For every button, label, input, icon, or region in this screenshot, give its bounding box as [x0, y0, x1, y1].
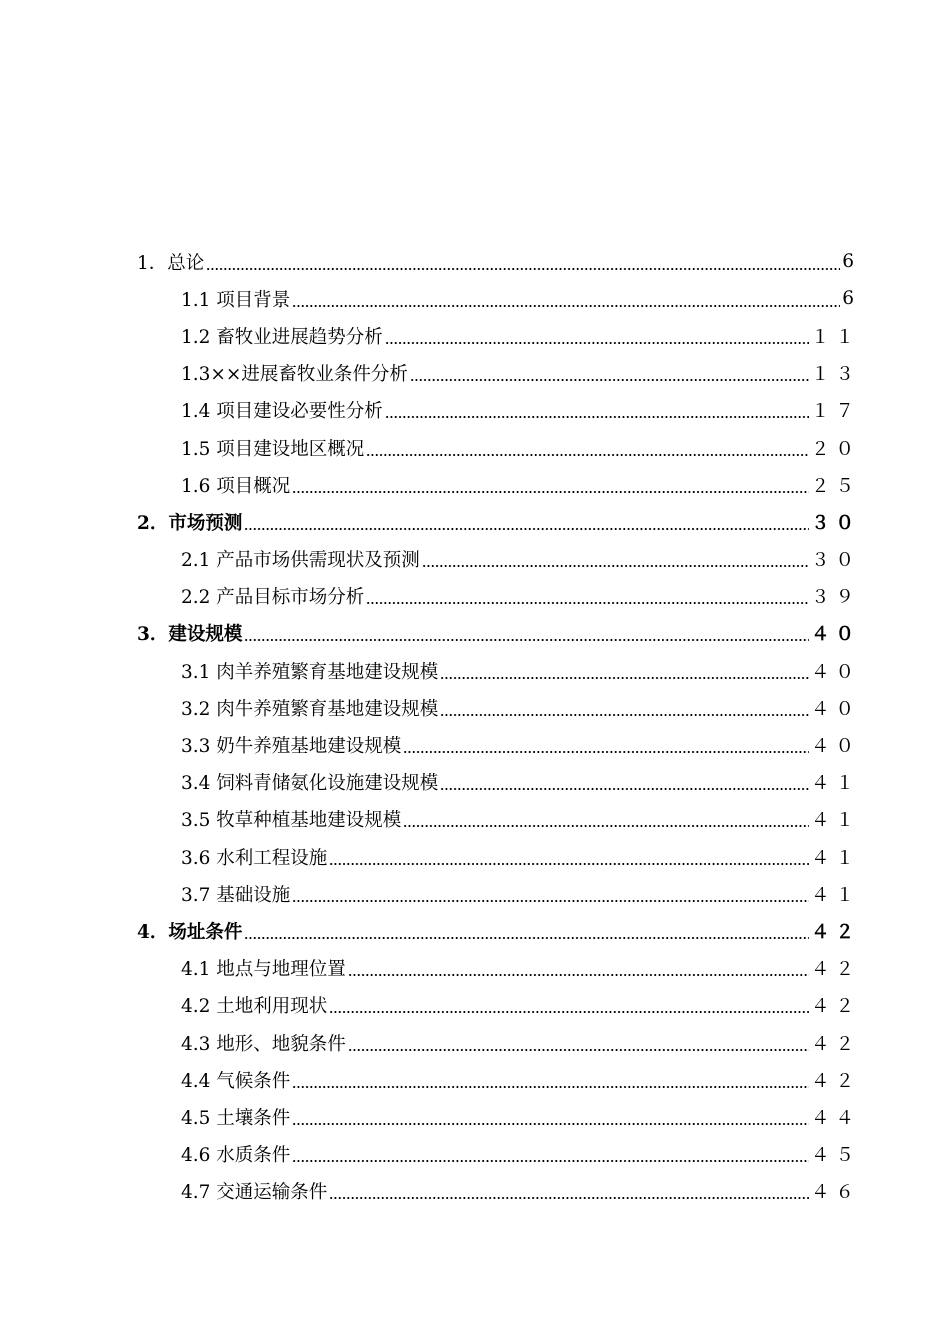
toc-entry-title: 1．总论 — [137, 252, 205, 274]
dot-leader — [440, 713, 809, 717]
dot-leader — [244, 936, 809, 940]
toc-page-number: ４１ — [810, 773, 860, 795]
dot-leader — [329, 1196, 809, 1200]
dot-leader — [329, 862, 809, 866]
toc-page-number: １７ — [810, 401, 860, 423]
toc-page-number: ４０ — [810, 736, 860, 758]
toc-section-entry[interactable] — [0, 764, 950, 801]
toc-chapter-entry[interactable] — [0, 615, 950, 652]
toc-entry-title: 4．场址条件 — [137, 921, 243, 943]
toc-section-entry[interactable] — [0, 280, 950, 317]
toc-section-entry[interactable] — [0, 1098, 950, 1135]
dot-leader — [385, 415, 809, 419]
toc-entry-title: 1.1 项目背景 — [181, 289, 291, 311]
toc-page-number: ４２ — [810, 1070, 860, 1092]
toc-entry-title: 3.2 肉牛养殖繁育基地建设规模 — [181, 698, 439, 720]
toc-page-number: 6 — [842, 251, 860, 273]
toc-section-entry[interactable] — [0, 1136, 950, 1173]
toc-section-entry[interactable] — [0, 987, 950, 1024]
dot-leader — [348, 1048, 809, 1052]
toc-page-number: ４４ — [810, 1107, 860, 1129]
toc-page-number: 6 — [842, 288, 860, 310]
toc-entry-title: 2．市场预测 — [137, 512, 243, 534]
toc-page-number: ４６ — [810, 1182, 860, 1204]
toc-section-entry[interactable] — [0, 1061, 950, 1098]
toc-entry-title: 4.1 地点与地理位置 — [181, 959, 346, 981]
dot-leader — [410, 378, 809, 382]
dot-leader — [348, 973, 809, 977]
dot-leader — [366, 601, 809, 605]
toc-page-number: ４２ — [810, 996, 860, 1018]
toc-entry-title: 1.3××进展畜牧业条件分析 — [181, 364, 408, 386]
dot-leader — [292, 490, 809, 494]
toc-page-number: ４２ — [810, 959, 860, 981]
toc-section-entry[interactable] — [0, 1173, 950, 1210]
dot-leader — [292, 304, 840, 308]
toc-entry-title: 3．建设规模 — [137, 624, 243, 646]
dot-leader — [244, 638, 809, 642]
dot-leader — [206, 267, 840, 271]
dot-leader — [403, 750, 809, 754]
toc-entry-title: 2.2 产品目标市场分析 — [181, 587, 365, 609]
toc-page-number: ４１ — [810, 810, 860, 832]
table-of-contents — [0, 243, 950, 1210]
toc-entry-title: 1.2 畜牧业进展趋势分析 — [181, 326, 383, 348]
toc-page-number: １１ — [810, 326, 860, 348]
toc-page-number: ４２ — [810, 1033, 860, 1055]
toc-page-number: ３０ — [810, 550, 860, 572]
toc-entry-title: 1.4 项目建设必要性分析 — [181, 401, 383, 423]
toc-entry-title: 3.4 饲料青储氨化设施建设规模 — [181, 773, 439, 795]
toc-entry-title: 4.4 气候条件 — [181, 1070, 291, 1092]
toc-section-entry[interactable] — [0, 652, 950, 689]
toc-entry-title: 3.7 基础设施 — [181, 884, 291, 906]
dot-leader — [422, 564, 809, 568]
toc-entry-title: 2.1 产品市场供需现状及预测 — [181, 550, 420, 572]
toc-section-entry[interactable] — [0, 950, 950, 987]
dot-leader — [440, 787, 809, 791]
toc-entry-title: 4.5 土壤条件 — [181, 1107, 291, 1129]
toc-section-entry[interactable] — [0, 1024, 950, 1061]
toc-section-entry[interactable] — [0, 541, 950, 578]
toc-page-number: １３ — [810, 364, 860, 386]
dot-leader — [292, 1085, 809, 1089]
dot-leader — [440, 676, 809, 680]
toc-page-number: ２５ — [810, 475, 860, 497]
toc-page-number: ４２ — [810, 921, 860, 943]
toc-entry-title: 3.3 奶牛养殖基地建设规模 — [181, 736, 402, 758]
toc-section-entry[interactable] — [0, 689, 950, 726]
toc-entry-title: 4.2 土地利用现状 — [181, 996, 328, 1018]
dot-leader — [403, 824, 809, 828]
toc-page-number: ４５ — [810, 1145, 860, 1167]
toc-page-number: ４０ — [810, 698, 860, 720]
toc-page-number: ４１ — [810, 884, 860, 906]
toc-section-entry[interactable] — [0, 355, 950, 392]
toc-entry-title: 3.1 肉羊养殖繁育基地建设规模 — [181, 661, 439, 683]
toc-page-number: ４０ — [810, 624, 860, 646]
toc-section-entry[interactable] — [0, 466, 950, 503]
toc-chapter-entry[interactable] — [0, 912, 950, 949]
toc-page-number: ３９ — [810, 587, 860, 609]
toc-entry-title: 3.6 水利工程设施 — [181, 847, 328, 869]
toc-entry-title: 3.5 牧草种植基地建设规模 — [181, 810, 402, 832]
toc-page-number: ２０ — [810, 438, 860, 460]
toc-entry-title: 1.6 项目概况 — [181, 475, 291, 497]
toc-chapter-entry[interactable] — [0, 243, 950, 280]
toc-section-entry[interactable] — [0, 838, 950, 875]
toc-section-entry[interactable] — [0, 726, 950, 763]
toc-section-entry[interactable] — [0, 875, 950, 912]
toc-section-entry[interactable] — [0, 392, 950, 429]
toc-chapter-entry[interactable] — [0, 503, 950, 540]
toc-page-number: ４１ — [810, 847, 860, 869]
toc-page-number: ４０ — [810, 661, 860, 683]
dot-leader — [329, 1010, 809, 1014]
toc-entry-title: 4.3 地形、地貌条件 — [181, 1033, 346, 1055]
toc-section-entry[interactable] — [0, 578, 950, 615]
dot-leader — [244, 527, 809, 531]
toc-section-entry[interactable] — [0, 429, 950, 466]
toc-entry-title: 4.7 交通运输条件 — [181, 1182, 328, 1204]
dot-leader — [292, 1122, 809, 1126]
dot-leader — [366, 453, 809, 457]
dot-leader — [385, 341, 809, 345]
dot-leader — [292, 899, 809, 903]
toc-page-number: ３０ — [810, 512, 860, 534]
dot-leader — [292, 1159, 809, 1163]
toc-entry-title: 1.5 项目建设地区概况 — [181, 438, 365, 460]
toc-section-entry[interactable] — [0, 801, 950, 838]
toc-entry-title: 4.6 水质条件 — [181, 1145, 291, 1167]
toc-section-entry[interactable] — [0, 317, 950, 354]
